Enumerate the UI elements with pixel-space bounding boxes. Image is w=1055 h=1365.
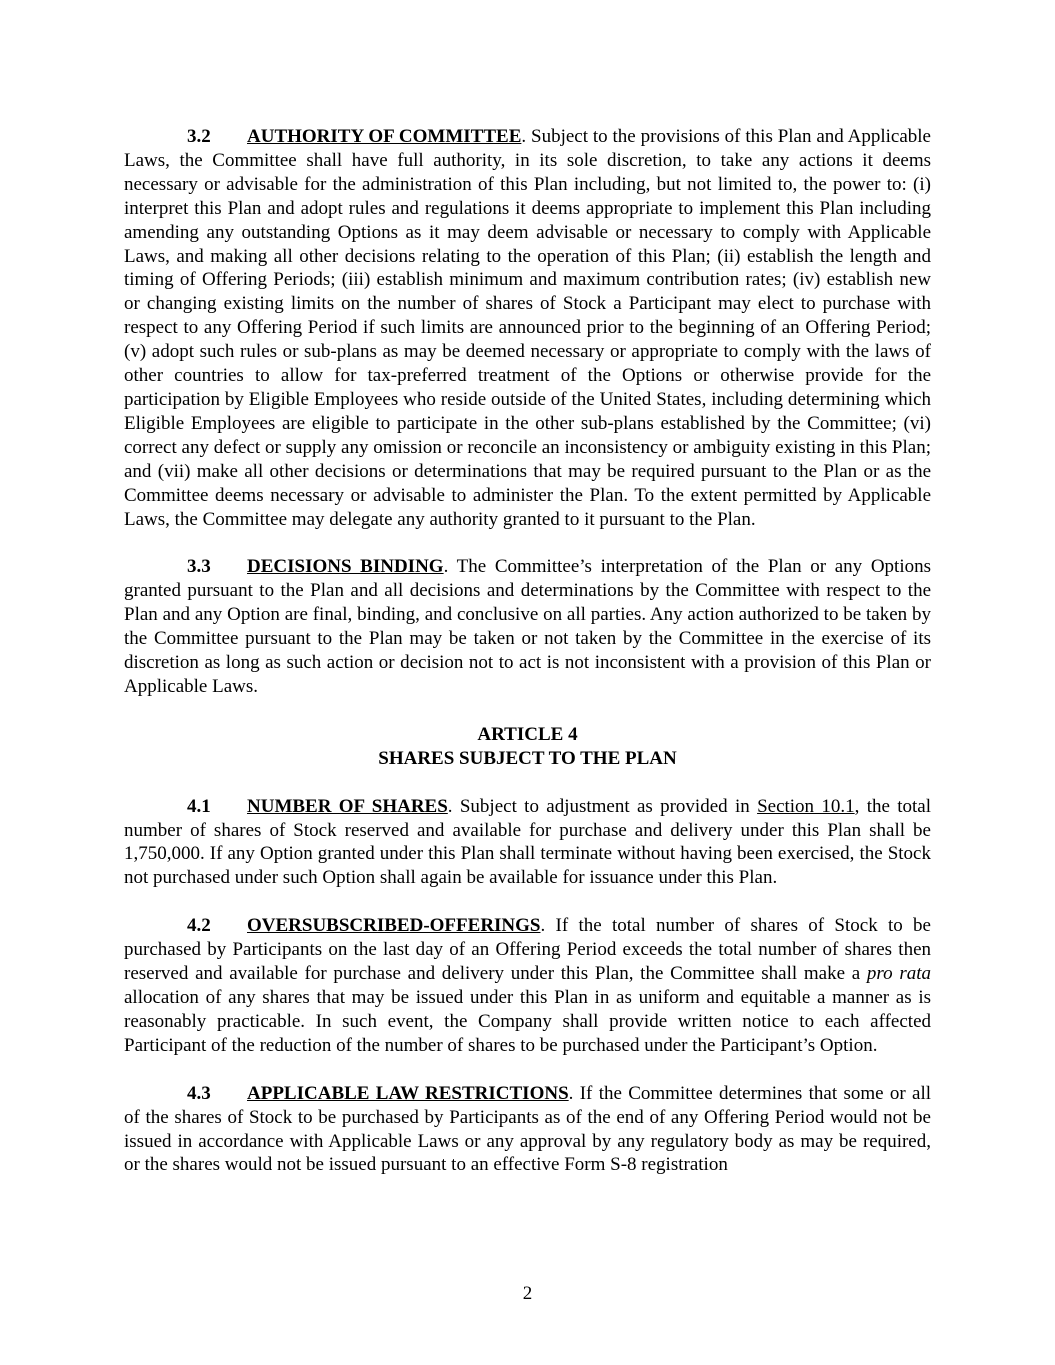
article-number: ARTICLE 4 (477, 723, 578, 745)
article-heading (124, 723, 931, 771)
article-title: SHARES SUBJECT TO THE PLAN (378, 747, 677, 769)
section-number: 4.2 (187, 915, 211, 937)
section-title: APPLICABLE LAW RESTRICTIONS (247, 1082, 569, 1104)
section-number: 3.3 (187, 556, 211, 578)
italic-term: pro rata (866, 963, 931, 985)
section-3-3 (124, 555, 931, 698)
page-number: 2 (522, 1283, 533, 1304)
section-title: NUMBER OF SHARES (247, 795, 448, 817)
section-title: DECISIONS BINDING (247, 556, 444, 578)
section-number: 4.3 (187, 1082, 211, 1104)
section-body-continued: , the total number of shares of Stock reserved and available for purchase and delivery under this Plan shall be 1,750,000. If any Option granted under this Plan shall terminate without having been exercised, the Stock not purchased under such Option shall again be available for issuance under this Plan. (124, 795, 931, 889)
section-body: . If the total number of shares of Stock to be purchased by Participants on the last day of an Offering Period exceeds the total number of shares then reserved and available for purchase and delivery under this Plan, the Committee shall make a (124, 915, 931, 985)
section-title: AUTHORITY OF COMMITTEE (247, 126, 522, 147)
section-title: OVERSUBSCRIBED-OFFERINGS (247, 915, 541, 937)
section-body: . The Committee’s interpretation of the Plan or any Options granted pursuant to the Plan and all decisions and determinations by the Committee with respect to the Plan and any Option are final, binding, and conclusive on all parties. Any action authorized to be taken by the Committee pursuant to the Plan may be taken or not taken by the Committee in the exercise of its discretion as long as such action or decision not to act is not inconsistent with a provision of this Plan or Applicable Laws. (124, 556, 931, 697)
section-4-2 (124, 914, 931, 1057)
section-number: 3.2 (187, 126, 211, 147)
section-body: . If the Committee determines that some or all of the shares of Stock to be purchased by Participants as of the end of any Offering Period would not be issued in accordance with Applicable Laws or any approval by any regulatory body as may be required, or the shares would not be issued pursuant to an effective Form S-8 registration (124, 1082, 932, 1176)
section-3-2 (124, 125, 931, 531)
section-body: . Subject to the provisions of this Plan and Applicable Laws, the Committee shall have full authority, in its sole discretion, to take any actions it deems necessary or advisable for the administration of this Plan including, but not limited to, the power to: (i) interpret this Plan and adopt rules and regulations it deems appropriate to implement this Plan including amending any outstanding Options as it may deem advisable or necessary to comply with Applicable Laws, and making all other decisions relating to the operation of this Plan; (ii) establish the length and timing of Offering Periods; (iii) establish minimum and maximum contribution rates; (iv) establish new or changing existing limits on the number of shares of Stock a Participant may elect to purchase with respect to any Offering Period if such limits are announced prior to the beginning of an Offering Period; (v) adopt such rules or sub-plans as may be deemed necessary or appropriate to comply with the laws of other countries to allow for tax-preferred treatment of the Options or otherwise provide for the participation by Eligible Employees who reside outside of the United States, including determining which Eligible Employees are eligible to participate in the other sub-plans established by the Committee; (vi) correct any defect or supply any omission or reconcile an inconsistency or ambiguity existing in this Plan; and (vii) make all other decisions or determinations that may be required pursuant to the Plan or as the Committee deems necessary or advisable to administer the Plan. To the extent permitted by Applicable Laws, the Committee may delegate any authority granted to it pursuant to the Plan. (124, 126, 931, 530)
section-reference-link: Section 10.1 (757, 795, 855, 817)
section-body-continued: allocation of any shares that may be issued under this Plan in as uniform and equitable a manner as is reasonably practicable. In such event, the Company shall provide written notice to each affected Participant of the reduction of the number of shares to be purchased under the Participant’s Option. (124, 987, 931, 1056)
section-4-3 (124, 1082, 931, 1178)
section-4-1 (124, 795, 931, 891)
section-body: . Subject to adjustment as provided in (447, 795, 758, 817)
document-page (124, 125, 931, 1177)
section-number: 4.1 (187, 795, 211, 817)
